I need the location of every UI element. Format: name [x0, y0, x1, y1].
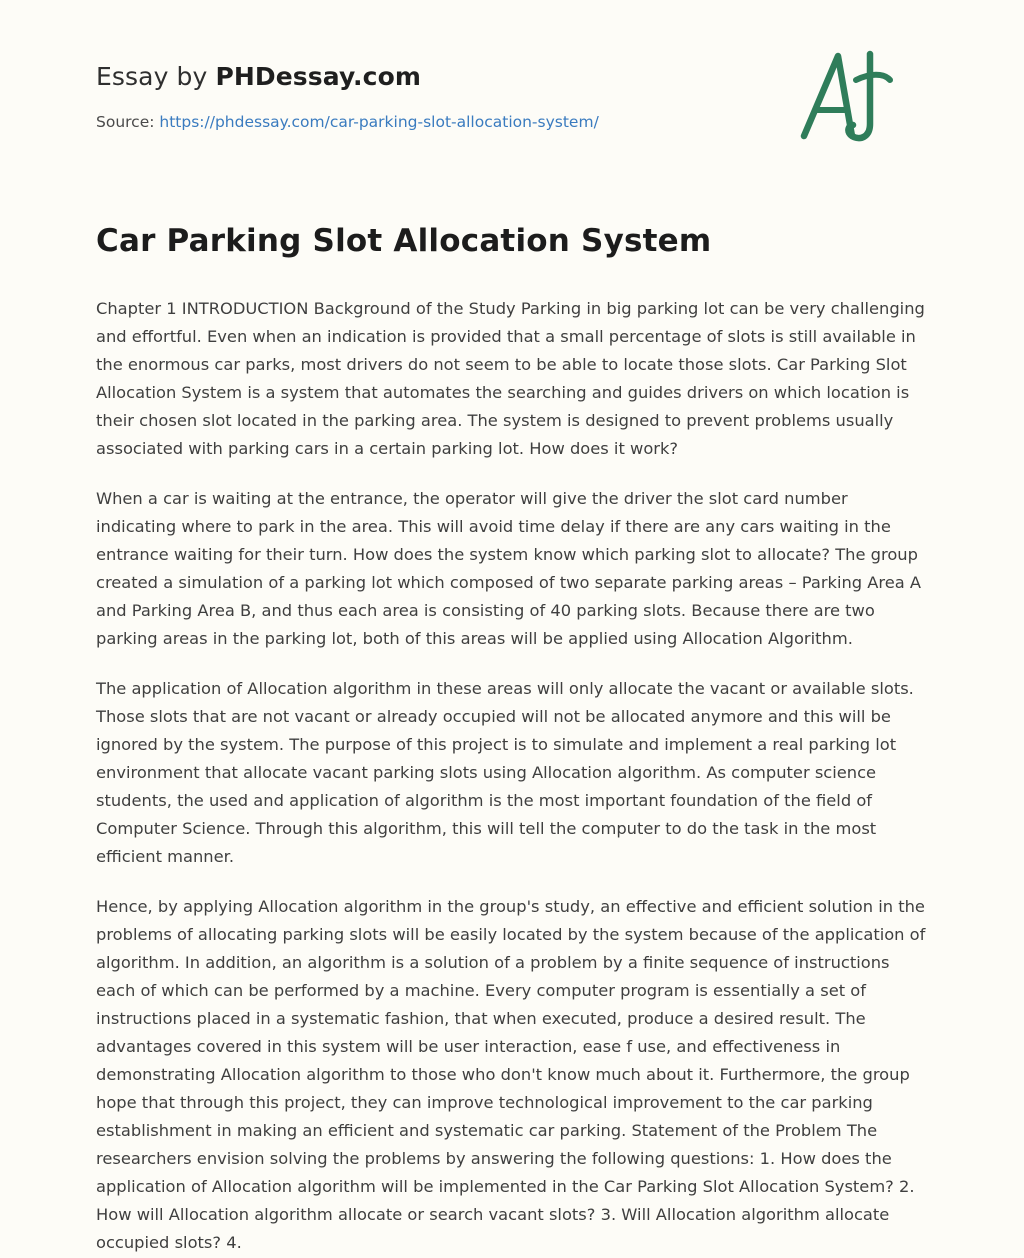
document-header — [96, 0, 928, 131]
article-paragraph: Hence, by applying Allocation algorithm in the group's study, an effective and efficient solution in the problems of allocating parking slots will be easily located by the system because of the application of algorithm. In addition, an algorithm is a solution of a problem by a finite sequence of instructions each of which can be performed by a machine. Every computer program is essentially a set of instructions placed in a systematic fashion, that when executed, produce a desired result. The advantages covered in this system will be user interaction, ease f use, and effectiveness in demonstrating Allocation algorithm to those who don't know much about it. Furthermore, the group hope that through this project, they can improve technological improvement to the car parking establishment in making an efficient and systematic car parking. Statement of the Problem The researchers envision solving the problems by answering the following questions: 1. How does the application of Allocation algorithm will be implemented in the Car Parking Slot Allocation System? 2. How will Allocation algorithm allocate or search vacant slots? 3. Will Allocation algorithm allocate occupied slots? 4. — [96, 897, 926, 1253]
brand-by-label: by — [168, 62, 216, 91]
article-paragraph: When a car is waiting at the entrance, the operator will give the driver the slot card number indicating where to park in the area. This will avoid time delay if there are any cars waiting in the entrance waiting for their turn. How does the system know which parking slot to allocate? The group created a simulation of a parking lot which composed of two separate parking areas – Parking Area A and Parking Area B, and thus each area is consisting of 40 parking slots. Because there are two parking areas in the parking lot, both of this areas will be applied using Allocation Algorithm. — [96, 489, 922, 649]
phdessay-logo-icon — [786, 40, 906, 150]
brand-site-label: PHDessay.com — [215, 62, 421, 91]
source-label: Source: — [96, 113, 160, 131]
page-title: Car Parking Slot Allocation System — [96, 223, 712, 259]
article-paragraph: Chapter 1 INTRODUCTION Background of the Study Parking in big parking lot can be very challenging and effortful. Even when an indication is provided that a small percentage of slots is still available in the enormous car parks, most drivers do not seem to be able to locate those slots. Car Parking Slot Allocation System is a system that automates the searching and guides drivers on which location is their chosen slot located in the parking area. The system is designed to prevent problems usually associated with parking cars in a certain parking lot. How does it work? — [96, 299, 925, 459]
brand-essay-label: Essay — [96, 62, 169, 91]
source-url-link[interactable]: https://phdessay.com/car-parking-slot-allocation-system/ — [159, 113, 599, 131]
article-body — [96, 295, 928, 1258]
article-paragraph: The application of Allocation algorithm in these areas will only allocate the vacant or available slots. Those slots that are not vacant or already occupied will not be allocated anymore and this will be ignored by the system. The purpose of this project is to simulate and implement a real parking lot environment that allocate vacant parking slots using Allocation algorithm. As computer science students, the used and application of algorithm is the most important foundation of the field of Computer Science. Through this algorithm, this will tell the computer to do the task in the most efficient manner. — [96, 679, 914, 867]
